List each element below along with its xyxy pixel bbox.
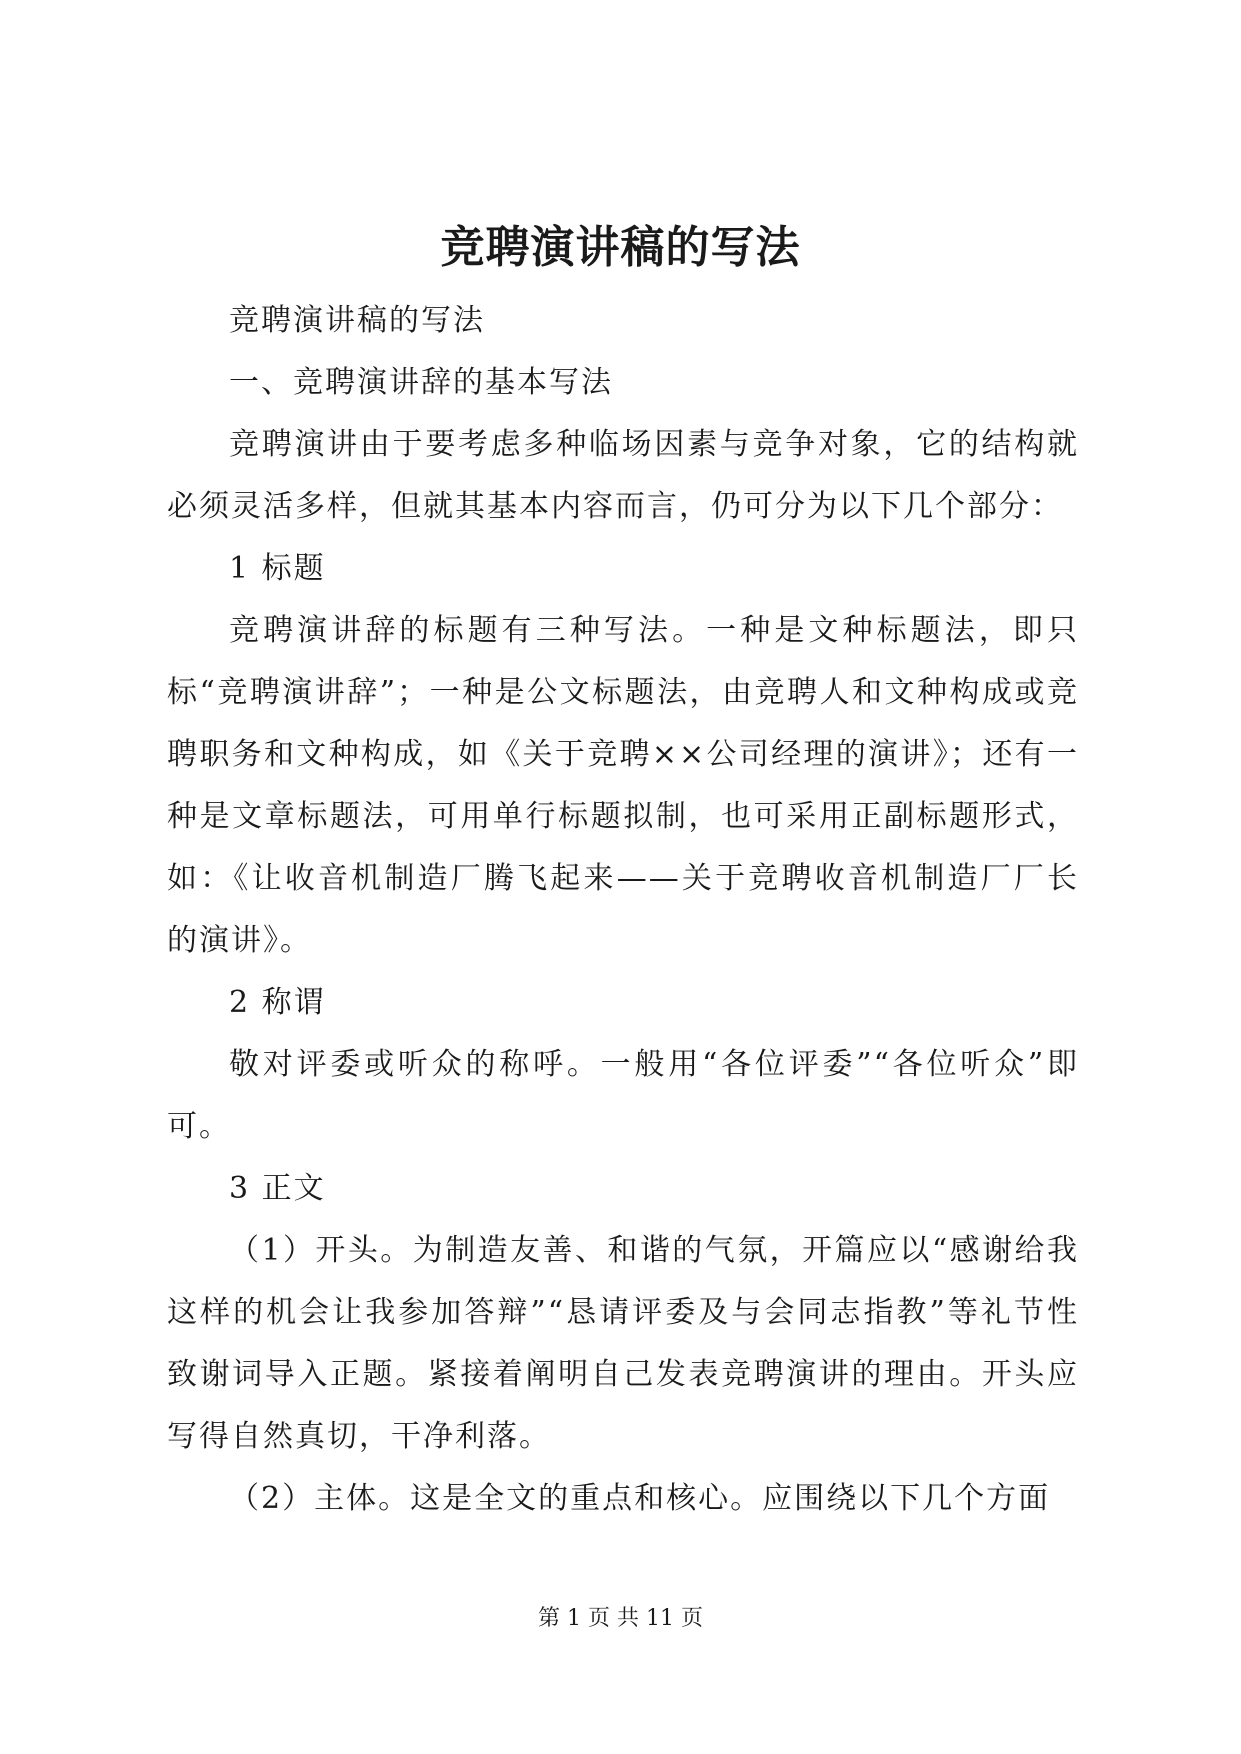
paragraph: 竞聘演讲稿的写法 <box>229 303 485 338</box>
subsection-heading: 3 正文 <box>229 1171 326 1206</box>
paragraph: （1）开头。为制造友善、和谐的气氛，开篇应以“感谢给我这样的机会让我参加答辩”“恳请评委及与会同志指教”等礼节性致谢词导入正题。紧接着阐明自己发表竞聘演讲的理由。开头应写得自然真切，干净利落。 <box>167 1233 1079 1454</box>
subsection-heading: 2 称谓 <box>229 985 326 1020</box>
paragraph: 敬对评委或听众的称呼。一般用“各位评委”“各位听众”即可。 <box>167 1047 1079 1144</box>
section-heading: 一、竞聘演讲辞的基本写法 <box>229 365 613 400</box>
paragraph: （2）主体。这是全文的重点和核心。应围绕以下几个方面 <box>229 1481 1051 1516</box>
subsection-heading: 1 标题 <box>229 551 326 586</box>
page-footer: 第 1 页 共 11 页 <box>538 1606 703 1631</box>
document-title: 竞聘演讲稿的写法 <box>440 222 801 273</box>
paragraph: 竞聘演讲由于要考虑多种临场因素与竞争对象，它的结构就必须灵活多样，但就其基本内容而言，仍可分为以下几个部分： <box>167 427 1079 524</box>
paragraph: 竞聘演讲辞的标题有三种写法。一种是文种标题法，即只标“竞聘演讲辞”；一种是公文标题法，由竞聘人和文种构成或竞聘职务和文种构成，如《关于竞聘××公司经理的演讲》；还有一种是文章标题法，可用单行标题拟制，也可采用正副标题形式，如：《让收音机制造厂腾飞起来——关于竞聘收音机制造厂厂长的演讲》。 <box>167 613 1079 958</box>
document-body <box>167 290 1079 1530</box>
